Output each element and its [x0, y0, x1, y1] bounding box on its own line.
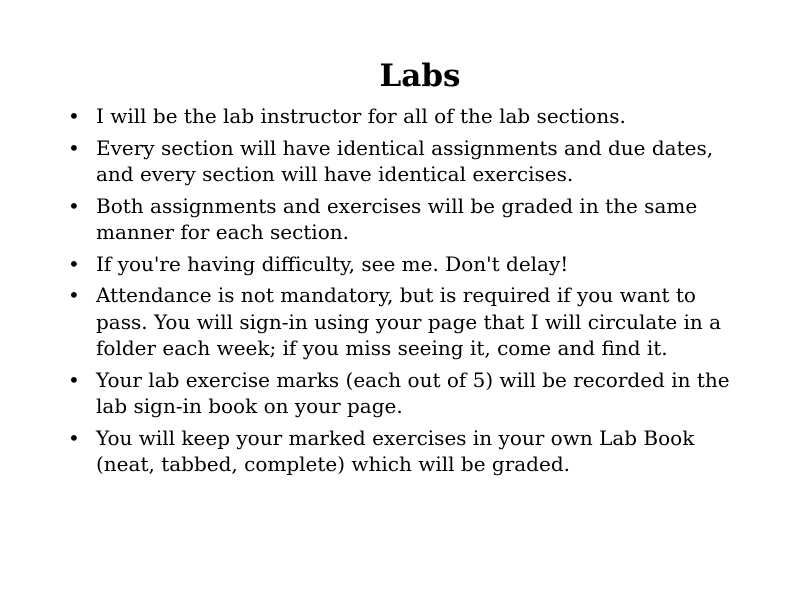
slide-title: Labs — [379, 58, 461, 94]
bullet-item — [68, 135, 748, 188]
bullet-icon: • — [68, 193, 80, 218]
bullet-text: Every section will have identical assignments and due dates, and every section will have identical exercises. — [96, 135, 714, 186]
bullet-icon: • — [68, 135, 80, 160]
bullet-icon: • — [68, 367, 80, 392]
bullet-icon: • — [68, 283, 80, 307]
bullet-item — [68, 103, 748, 130]
bullet-item — [68, 251, 748, 278]
bullet-item — [68, 282, 748, 362]
bullet-list — [68, 103, 748, 483]
bullet-item — [68, 425, 748, 478]
bullet-text: If you're having difficulty, see me. Don't delay! — [96, 251, 569, 276]
bullet-text: Attendance is not mandatory, but is required if you want to pass. You will sign-in using your page that I will circulate in a folder each week; if you miss seeing it, come and find it. — [96, 283, 722, 360]
bullet-icon: • — [68, 251, 80, 276]
bullet-item — [68, 193, 748, 246]
bullet-icon: • — [68, 425, 80, 450]
bullet-text: Your lab exercise marks (each out of 5) will be recorded in the lab sign-in book on your page. — [96, 367, 730, 418]
bullet-text: I will be the lab instructor for all of the lab sections. — [96, 104, 626, 128]
bullet-text: You will keep your marked exercises in your own Lab Book (neat, tabbed, complete) which will be graded. — [96, 425, 695, 476]
bullet-text: Both assignments and exercises will be graded in the same manner for each section. — [96, 193, 698, 244]
bullet-icon: • — [68, 104, 80, 128]
bullet-item — [68, 367, 748, 420]
